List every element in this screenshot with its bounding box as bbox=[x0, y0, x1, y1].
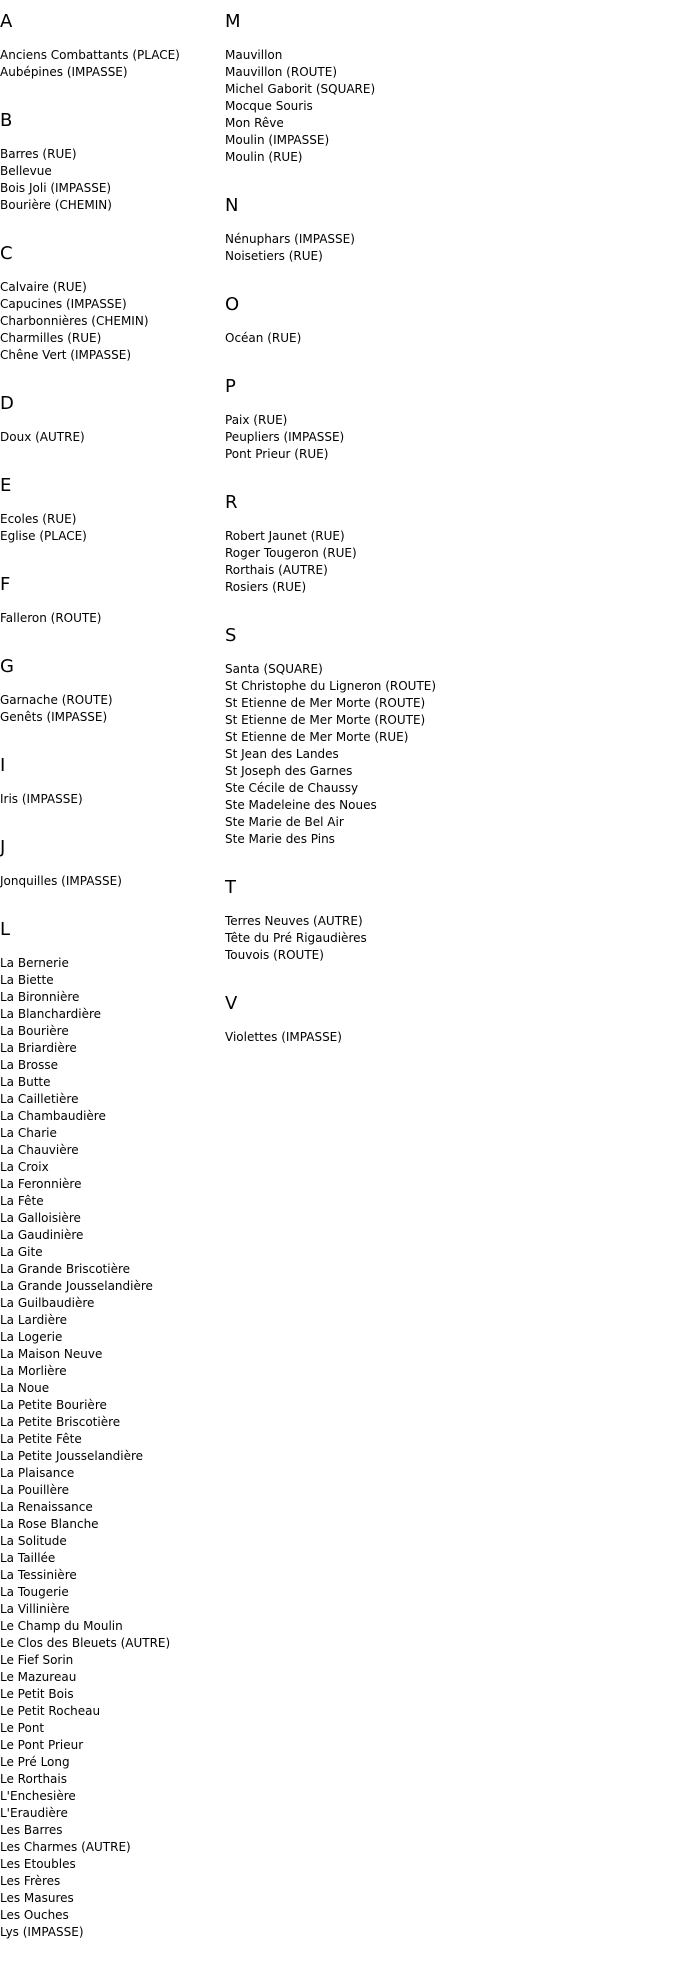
letter-group bbox=[0, 245, 225, 364]
street-item: La Briardière bbox=[0, 1041, 77, 1055]
street-item: La Petite Jousselandière bbox=[0, 1449, 144, 1463]
street-item: Doux (AUTRE) bbox=[0, 430, 85, 444]
street-item: La Tessinière bbox=[0, 1568, 77, 1582]
letter-group bbox=[0, 839, 225, 890]
street-list bbox=[0, 873, 225, 890]
letter-heading: P bbox=[225, 376, 236, 397]
street-item: St Joseph des Garnes bbox=[225, 764, 353, 778]
letter-heading: F bbox=[0, 574, 11, 595]
street-item: Le Fief Sorin bbox=[0, 1653, 74, 1667]
street-item: Ste Marie de Bel Air bbox=[225, 815, 344, 829]
street-item: La Petite Bourière bbox=[0, 1398, 107, 1412]
street-item: Mauvillon (ROUTE) bbox=[225, 65, 338, 79]
street-item: La Bironnière bbox=[0, 990, 80, 1004]
street-item: St Christophe du Ligneron (ROUTE) bbox=[225, 679, 437, 693]
street-list bbox=[0, 791, 225, 808]
street-item: Le Petit Rocheau bbox=[0, 1704, 101, 1718]
street-item: Les Etoubles bbox=[0, 1857, 76, 1871]
street-item: Charbonnières (CHEMIN) bbox=[0, 314, 149, 328]
street-item: La Bourière bbox=[0, 1024, 69, 1038]
street-item: La Cailletière bbox=[0, 1092, 79, 1106]
street-list bbox=[225, 661, 665, 848]
street-item: Peupliers (IMPASSE) bbox=[225, 430, 345, 444]
street-item: Rosiers (RUE) bbox=[225, 580, 307, 594]
street-list bbox=[225, 412, 665, 463]
street-list bbox=[0, 47, 225, 81]
street-item: La Feronnière bbox=[0, 1177, 82, 1191]
street-item: Mauvillon bbox=[225, 48, 283, 62]
street-item: Océan (RUE) bbox=[225, 331, 302, 345]
street-item: La Lardière bbox=[0, 1313, 68, 1327]
street-list bbox=[225, 231, 665, 265]
street-item: La Solitude bbox=[0, 1534, 67, 1548]
street-item: Le Petit Bois bbox=[0, 1687, 74, 1701]
street-item: La Petite Briscotière bbox=[0, 1415, 121, 1429]
street-list bbox=[0, 692, 225, 726]
street-item: Ste Marie des Pins bbox=[225, 832, 335, 846]
street-item: La Morlière bbox=[0, 1364, 67, 1378]
street-item: Les Charmes (AUTRE) bbox=[0, 1840, 131, 1854]
street-item: La Charie bbox=[0, 1126, 57, 1140]
street-item: Michel Gaborit (SQUARE) bbox=[225, 82, 376, 96]
street-item: Anciens Combattants (PLACE) bbox=[0, 48, 180, 62]
street-item: La Plaisance bbox=[0, 1466, 75, 1480]
street-item: Santa (SQUARE) bbox=[225, 662, 323, 676]
street-item: Les Barres bbox=[0, 1823, 63, 1837]
street-list bbox=[0, 610, 225, 627]
street-item: Noisetiers (RUE) bbox=[225, 249, 323, 263]
street-item: La Renaissance bbox=[0, 1500, 93, 1514]
street-item: Tête du Pré Rigaudières bbox=[225, 931, 367, 945]
right-column bbox=[225, 13, 665, 1077]
street-item: Nénuphars (IMPASSE) bbox=[225, 232, 355, 246]
street-item: Capucines (IMPASSE) bbox=[0, 297, 127, 311]
letter-heading: J bbox=[0, 837, 6, 858]
street-item: La Logerie bbox=[0, 1330, 63, 1344]
letter-heading: B bbox=[0, 110, 13, 131]
street-item: La Blanchardière bbox=[0, 1007, 102, 1021]
street-item: Ste Madeleine des Noues bbox=[225, 798, 377, 812]
letter-group bbox=[0, 757, 225, 808]
street-item: La Grande Briscotière bbox=[0, 1262, 131, 1276]
letter-group bbox=[0, 395, 225, 446]
letter-heading: R bbox=[225, 492, 238, 513]
street-list bbox=[225, 528, 665, 596]
letter-heading: A bbox=[0, 11, 13, 32]
street-item: La Grande Jousselandière bbox=[0, 1279, 153, 1293]
street-item: La Villinière bbox=[0, 1602, 70, 1616]
street-item: Ecoles (RUE) bbox=[0, 512, 77, 526]
street-item: Charmilles (RUE) bbox=[0, 331, 102, 345]
street-item: La Croix bbox=[0, 1160, 49, 1174]
letter-group bbox=[0, 658, 225, 726]
letter-group bbox=[225, 378, 665, 463]
letter-group bbox=[225, 494, 665, 596]
street-item: Le Rorthais bbox=[0, 1772, 67, 1786]
letter-group bbox=[0, 112, 225, 214]
street-list bbox=[0, 955, 225, 1941]
street-item: La Butte bbox=[0, 1075, 51, 1089]
street-item: La Biette bbox=[0, 973, 54, 987]
street-item: Le Clos des Bleuets (AUTRE) bbox=[0, 1636, 171, 1650]
street-item: La Petite Fête bbox=[0, 1432, 82, 1446]
street-list bbox=[0, 511, 225, 545]
street-item: Bourière (CHEMIN) bbox=[0, 198, 112, 212]
street-item: La Bernerie bbox=[0, 956, 69, 970]
street-item: Moulin (IMPASSE) bbox=[225, 133, 330, 147]
street-item: La Chambaudière bbox=[0, 1109, 106, 1123]
letter-heading: M bbox=[225, 11, 241, 32]
street-item: Le Pont Prieur bbox=[0, 1738, 84, 1752]
street-item: Les Frères bbox=[0, 1874, 61, 1888]
street-list bbox=[225, 1029, 665, 1046]
street-item: Les Ouches bbox=[0, 1908, 69, 1922]
street-list bbox=[0, 146, 225, 214]
letter-group bbox=[225, 879, 665, 964]
street-item: Falleron (ROUTE) bbox=[0, 611, 102, 625]
street-item: Jonquilles (IMPASSE) bbox=[0, 874, 122, 888]
street-item: Paix (RUE) bbox=[225, 413, 288, 427]
street-item: L'Eraudière bbox=[0, 1806, 68, 1820]
letter-heading: G bbox=[0, 656, 14, 677]
street-item: Mon Rêve bbox=[225, 116, 284, 130]
street-item: Touvois (ROUTE) bbox=[225, 948, 324, 962]
street-item: Barres (RUE) bbox=[0, 147, 77, 161]
street-item: Roger Tougeron (RUE) bbox=[225, 546, 357, 560]
letter-group bbox=[225, 197, 665, 265]
street-list bbox=[225, 47, 665, 166]
letter-heading: T bbox=[225, 877, 236, 898]
street-item: Violettes (IMPASSE) bbox=[225, 1030, 342, 1044]
street-item: Lys (IMPASSE) bbox=[0, 1925, 84, 1939]
letter-heading: I bbox=[0, 755, 6, 776]
left-column bbox=[0, 13, 225, 1972]
street-item: La Galloisière bbox=[0, 1211, 81, 1225]
street-item: La Gaudinière bbox=[0, 1228, 84, 1242]
street-item: Bois Joli (IMPASSE) bbox=[0, 181, 112, 195]
letter-group bbox=[225, 296, 665, 347]
street-item: Mocque Souris bbox=[225, 99, 313, 113]
street-item: La Brosse bbox=[0, 1058, 58, 1072]
letter-heading: N bbox=[225, 195, 239, 216]
street-item: St Etienne de Mer Morte (ROUTE) bbox=[225, 713, 426, 727]
letter-heading: D bbox=[0, 393, 14, 414]
street-item: Iris (IMPASSE) bbox=[0, 792, 83, 806]
letter-group bbox=[0, 576, 225, 627]
street-item: Ste Cécile de Chaussy bbox=[225, 781, 359, 795]
letter-heading: L bbox=[0, 919, 11, 940]
street-item: La Gite bbox=[0, 1245, 43, 1259]
street-item: La Pouillère bbox=[0, 1483, 70, 1497]
letter-heading: C bbox=[0, 243, 13, 264]
street-item: Calvaire (RUE) bbox=[0, 280, 87, 294]
letter-group bbox=[0, 477, 225, 545]
street-item: La Maison Neuve bbox=[0, 1347, 103, 1361]
street-item: Garnache (ROUTE) bbox=[0, 693, 113, 707]
letter-group bbox=[225, 995, 665, 1046]
street-item: Bellevue bbox=[0, 164, 52, 178]
street-item: Terres Neuves (AUTRE) bbox=[225, 914, 363, 928]
street-list bbox=[0, 279, 225, 364]
street-list bbox=[225, 330, 665, 347]
letter-group bbox=[225, 13, 665, 166]
street-item: Pont Prieur (RUE) bbox=[225, 447, 329, 461]
street-item: La Taillée bbox=[0, 1551, 56, 1565]
street-list bbox=[0, 429, 225, 446]
letter-heading: E bbox=[0, 475, 12, 496]
street-item: Le Pont bbox=[0, 1721, 45, 1735]
street-item: St Etienne de Mer Morte (RUE) bbox=[225, 730, 409, 744]
street-item: La Noue bbox=[0, 1381, 50, 1395]
street-item: St Etienne de Mer Morte (ROUTE) bbox=[225, 696, 426, 710]
street-item: Le Mazureau bbox=[0, 1670, 77, 1684]
letter-heading: V bbox=[225, 993, 238, 1014]
letter-group bbox=[0, 921, 225, 1941]
letter-group bbox=[225, 627, 665, 848]
street-item: Chêne Vert (IMPASSE) bbox=[0, 348, 132, 362]
street-item: La Tougerie bbox=[0, 1585, 69, 1599]
street-item: Moulin (RUE) bbox=[225, 150, 303, 164]
street-item: Genêts (IMPASSE) bbox=[0, 710, 108, 724]
street-item: La Rose Blanche bbox=[0, 1517, 99, 1531]
street-item: Les Masures bbox=[0, 1891, 74, 1905]
street-item: St Jean des Landes bbox=[225, 747, 339, 761]
street-item: Le Champ du Moulin bbox=[0, 1619, 123, 1633]
letter-group bbox=[0, 13, 225, 81]
street-item: La Fête bbox=[0, 1194, 44, 1208]
street-item: Rorthais (AUTRE) bbox=[225, 563, 328, 577]
street-item: Le Pré Long bbox=[0, 1755, 70, 1769]
street-item: L'Enchesière bbox=[0, 1789, 76, 1803]
street-item: La Guilbaudière bbox=[0, 1296, 95, 1310]
street-item: Eglise (PLACE) bbox=[0, 529, 87, 543]
street-item: Aubépines (IMPASSE) bbox=[0, 65, 128, 79]
street-item: La Chauvière bbox=[0, 1143, 79, 1157]
street-item: Robert Jaunet (RUE) bbox=[225, 529, 345, 543]
letter-heading: S bbox=[225, 625, 237, 646]
letter-heading: O bbox=[225, 294, 240, 315]
street-list bbox=[225, 913, 665, 964]
